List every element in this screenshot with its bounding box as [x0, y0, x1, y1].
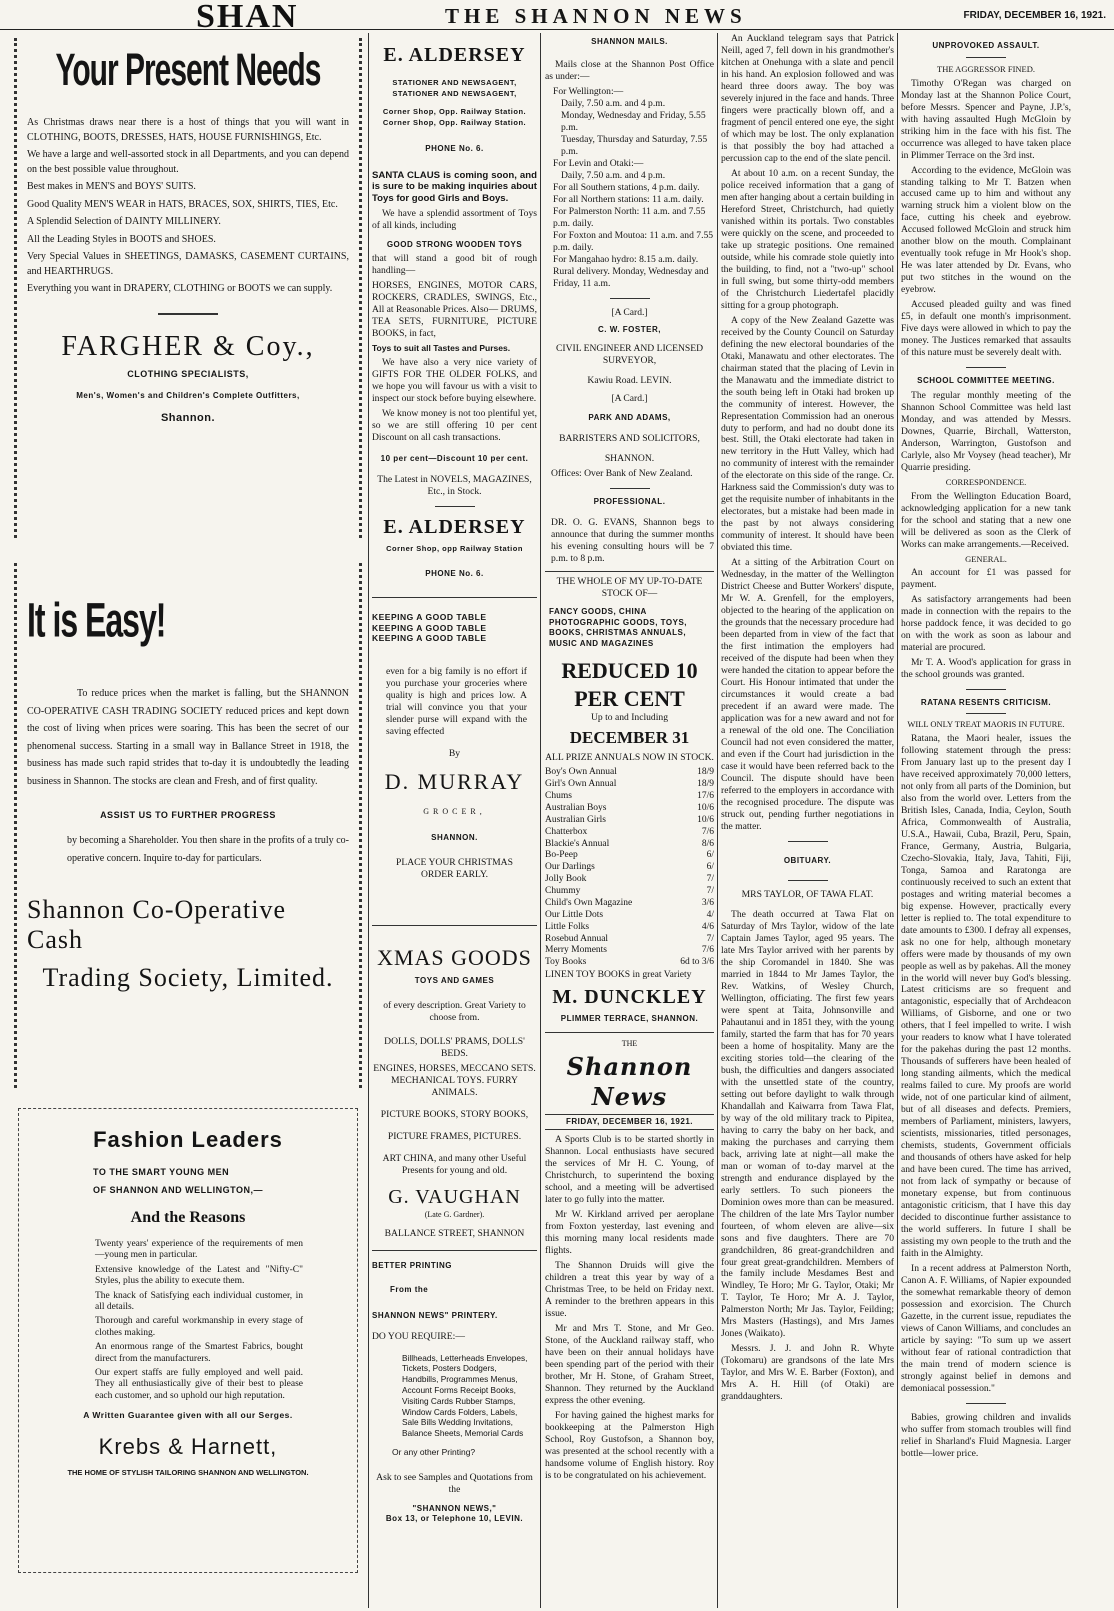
ad-paragraph: DOLLS, DOLLS' PRAMS, DOLLS' BEDS. [384, 1035, 525, 1059]
co-op-name: Shannon Co-Operative Cash [27, 895, 287, 954]
table-row [545, 910, 714, 922]
assist-heading: ASSIST US TO FURTHER PROGRESS [100, 810, 276, 820]
paper-date: FRIDAY, DECEMBER 16, 1921. [545, 1114, 714, 1130]
aldersey-phone: PHONE No. 6. [425, 143, 484, 153]
ad-paragraph: ENGINES, HORSES, MECCANO SETS. MECHANICAL TOYS. FURRY ANIMALS. [373, 1062, 536, 1098]
news-item: A copy of the New Zealand Gazette was received by the County Council on Saturday defining the new electoral boundaries of the Otaki, Manawatu and other electorates. The chairman stated that the placing of Levin in the Manawatu and the immediate district to the south being left in Otaki had broken up the community of interest. However, the Representation Commission had an onerous duty to perform, and had no doubt done its best. Still, the Otaki electorate had taken in new territory in the Hutt Valley, which had no community of interest with the remainder of the electorate on this side of the range. Cr. Harkness said the Commission's duty was to get the requisite number of inhabitants in the electorates, but a mistake had been made in the past by not always considering community of interest. It should have been obviated this time. [721, 314, 894, 554]
table-row [545, 874, 714, 886]
news-item: The regular monthly meeting of the Shannon School Committee was held last Monday, and was attended by Messrs. Downes, Quarrie, Birchall, Watterston, Anderson, Warrington, Gustofson and Carlyle, also Mr Voysey (head teacher), Mr Quarrie presiding. [901, 390, 1071, 474]
divider [610, 488, 650, 489]
article-subheading: GENERAL. [965, 553, 1007, 564]
book-price: 6/ [706, 850, 714, 861]
ad-paragraph: We have also a very nice variety of GIFTS FOR THE OLDER FOLKS, and we hope you will favour us with a visit to inspect our stock before buying elsewhere. [372, 356, 537, 404]
book-title: Child's Own Magazine [545, 897, 633, 908]
park-offices: Offices: Over Bank of New Zealand. [551, 467, 693, 479]
xmas-title: XMAS GOODS [377, 945, 532, 971]
aldersey-name: E. ALDERSEY [383, 44, 526, 66]
news-item: An account for £1 was passed for payment. [901, 567, 1071, 591]
book-price: 7/6 [701, 826, 714, 837]
book-price: 4/6 [701, 921, 714, 932]
column-2 [372, 33, 537, 1603]
table-row [545, 898, 714, 910]
fashion-title: Fashion Leaders [93, 1127, 283, 1152]
divider [966, 689, 1006, 690]
news-item: Mr T. A. Wood's application for grass in the school grounds was granted. [901, 657, 1071, 681]
divider [966, 1403, 1006, 1404]
ad-paragraph: by becoming a Shareholder. You then share in the profits of a truly co-operative concern. Inquire to-day for particulars. [67, 835, 349, 864]
mails-line: Monday, Wednesday and Friday, 5.55 p.m. [561, 109, 706, 133]
fargher-town: Shannon. [160, 411, 216, 424]
book-price: 6/ [706, 862, 714, 873]
article-heading: SCHOOL COMMITTEE MEETING. [917, 376, 1055, 386]
table-row [545, 791, 714, 803]
mails-line: Daily, 7.50 a.m. and 4 p.m. [561, 169, 666, 181]
news-item: As satisfactory arrangements had been made in connection with the repairs to the horse paddock fence, it was decided to go on with the work as soon as labour and material are procured. [901, 594, 1071, 654]
column-rule [897, 33, 898, 1608]
ad-paragraph: All the Leading Styles in BOOTS and SHOES. [27, 233, 216, 245]
ad-paragraph: SANTA CLAUS is coming soon, and is sure to be making inquiries about Toys for good Girls and Boys. [372, 169, 537, 205]
news-item: Mr W. Kirkland arrived per aeroplane from Foxton yesterday, last evening and this morning many local residents made flights. [545, 1209, 714, 1256]
list-item: Twenty years' experience of the requirements of men—young men in particular. [95, 1239, 303, 1261]
list-item: An enormous range of the Smartest Fabrics, bought direct from the manufacturers. [95, 1342, 303, 1364]
aldersey-addr: Corner Shop, Opp. Railway Station. [382, 106, 527, 116]
article-subheading: THE AGGRESSOR FINED. [937, 64, 1035, 74]
book-price: 7/ [706, 933, 714, 944]
divider [788, 841, 828, 842]
mails-line: Rural delivery. Monday, Wednesday and Friday, 11 a.m. [553, 265, 709, 289]
murray-grocer: GROCER, [423, 807, 486, 817]
table-row [545, 839, 714, 851]
ad-paragraph: As Christmas draws near there is a host of things that you will want in CLOTHING, BOOTS, DRESSES, HATS, HOUSE FURNISHINGS, Etc. [27, 117, 349, 143]
mails-line: Tuesday, Thursday and Saturday, 7.55 p.m. [561, 133, 708, 157]
ad-paragraph: Best makes in MEN'S and BOYS' SUITS. [27, 181, 196, 192]
news-item: Mr and Mrs T. Stone, and Mr Geo. Stone, of the Auckland railway staff, who have been on their annual holidays have been spending part of the period with their brother, Mr H. Stone, of Graham Street, Shannon. They returned by the Auckland express the other evening. [545, 1322, 714, 1406]
news-item: The Shannon Druids will give the children a treat this year by way of a Christmas Tree, to be held on Friday next. A reminder to the brethren appears in this issue. [545, 1259, 714, 1319]
ad-paragraph: Toys to suit all Tastes and Purses. [372, 343, 511, 354]
aldersey-phone: PHONE No. 6. [425, 569, 484, 579]
ad-paragraph: HORSES, ENGINES, MOTOR CARS, ROCKERS, CRADLES, SWINGS, Etc., All at Reasonable Prices. Also— DRUMS, TEA SETS, FURNITURE, PICTURE BOOKS, in fact, [372, 280, 537, 340]
column-4 [721, 33, 894, 1603]
ad-paragraph: of every description. Great Variety to choose from. [383, 999, 526, 1023]
news-item: Babies, growing children and invalids who suffer from stomach troubles will find relief in Sharland's Fluid Magnesia. Larger bottle—lower price. [901, 1411, 1071, 1459]
news-item: A Sports Club is to be started shortly in Shannon. Local enthusiasts have secured the services of Mr H. C. Young, of Christchurch, to superintend the boxing school, and a meeting will be advertised later to go fully into the matter. [545, 1134, 714, 1206]
present-needs-ad [14, 38, 362, 538]
masthead-date: FRIDAY, DECEMBER 16, 1921. [963, 10, 1106, 21]
column-rule [368, 33, 369, 1608]
mails-line: For Mangahao hydro: 8.15 a.m. daily. [553, 253, 699, 265]
ad-paragraph: even for a big family is no effort if you purchase your groceries where quality is high and prices low. A trial will convince you that your slender purse will expand with the saving effected [386, 666, 527, 737]
aldersey-addr: Corner Shop, opp Railway Station [386, 543, 523, 553]
printing-require: DO YOU REQUIRE:— [372, 1330, 465, 1342]
fashion-guarantee: A Written Guarantee given with all our Serges. [83, 1410, 293, 1421]
divider [966, 367, 1006, 368]
murray-name: D. MURRAY [384, 768, 525, 794]
book-title: Australian Boys [545, 802, 607, 813]
book-price: 4/ [706, 909, 714, 920]
book-price: 18/9 [697, 779, 714, 790]
foster-title: CIVIL ENGINEER AND LICENSED SURVEYOR, [556, 342, 703, 366]
printing-box: Box 13, or Telephone 10, LEVIN. [385, 1513, 524, 1523]
book-title: Chatterbox [545, 826, 588, 837]
aldersey-addr: Corner Shop, Opp. Railway Station. [382, 118, 527, 128]
linen-line: LINEN TOY BOOKS in great Variety [545, 969, 692, 981]
ad-paragraph: PICTURE FRAMES, PICTURES. [387, 1130, 522, 1142]
foster-name: C. W. FOSTER, [598, 324, 661, 334]
book-price: 17/6 [697, 791, 714, 802]
book-title: Chummy [545, 886, 581, 897]
book-price: 8/6 [701, 838, 714, 849]
book-price: 10/6 [697, 802, 714, 813]
printing-other: Or any other Printing? [392, 1446, 476, 1457]
reduced-heading: REDUCED 10 PER CENT [561, 658, 698, 711]
book-title: Little Folks [545, 921, 590, 932]
book-title: Girl's Own Annual [545, 779, 617, 790]
book-title: Jolly Book [545, 874, 587, 885]
dunckley-name: M. DUNCKLEY [552, 986, 707, 1009]
by-line: By [448, 747, 461, 759]
table-row [545, 934, 714, 946]
book-price: 3/6 [701, 897, 714, 908]
ad-paragraph: We know money is not too plentiful yet, so we are still offering 10 per cent Discount on all cash transactions. [372, 407, 537, 443]
divider [610, 298, 650, 299]
book-title: Toy Books [545, 957, 587, 968]
mails-intro: Mails close at the Shannon Post Office as under:— [545, 59, 714, 82]
evans-notice: DR. O. G. EVANS, Shannon begs to announce that during the summer months his evening consulting hours will be 7 p.m. to 8 p.m. [551, 516, 714, 564]
fashion-sub: TO THE SMART YOUNG MEN [93, 1167, 230, 1177]
table-row [545, 803, 714, 815]
professional-heading: PROFESSIONAL. [593, 496, 666, 506]
ad-heading: KEEPING A GOOD TABLE [372, 622, 487, 633]
book-price: 10/6 [697, 814, 714, 825]
divider [788, 880, 828, 881]
dec-line: DECEMBER 31 [569, 728, 690, 748]
table-row [545, 886, 714, 898]
book-title: Australian Girls [545, 814, 606, 825]
book-title: Boy's Own Annual [545, 767, 617, 778]
news-item: In a recent address at Palmerston North, Canon A. F. Williams, of Napier expounded the somewhat remarkable theory of demon possession and exorcision. The Church Gazette, in the current issue, repudiates the views of Canon Williams, and concludes an article by saying: "To sum up we assert without fear of rational contradiction that the main trend of modern science is strongly against belief in demons and demoniacal possession." [901, 1263, 1071, 1394]
news-item: According to the evidence, McGloin was standing talking to Mr T. Batzen when accused came up to him and without any warning struck him a violent blow on the face, cutting his cheek and eyebrow. Accused followed McGloin and struck him another blow on the mouth. Complainant eventually took refuge in Mr Hook's shop. He was later attended by Dr. Evans, who put two stitches in the wound on the eyebrow. [901, 164, 1071, 296]
list-item: Extensive knowledge of the Latest and "Nifty-C" Styles, plus the ability to execute them. [95, 1264, 303, 1287]
news-item: Messrs. J. J. and John R. Whyte (Tokomaru) are grandsons of the late Mrs Taylor, and Mrs W. E. Barber (Foxton), and Mrs A. H. Hill (of Otaki) are granddaughters. [721, 1343, 894, 1403]
vaughan-name: G. VAUGHAN [388, 1185, 521, 1208]
ad-paragraph: Good Quality MEN'S WEAR in HATS, BRACES, SOX, SHIRTS, TIES, Etc. [27, 198, 338, 210]
news-item: At about 10 a.m. on a recent Sunday, the police received information that a gang of men after hanging about a certain building in Hereford Street, Christchurch, had quietly vanished within its portals. Two constables were quickly on the scene, and proceeded to take up strategic positions. One remained outside, while his comrade stole quietly into the building, to find, not a "two-up" school in full swing, but some thirty-odd members of the Christchurch Liedertafel placidly sitting for a group photograph. [721, 167, 894, 311]
article-subheading: CORRESPONDENCE. [945, 477, 1027, 488]
printing-list: Billheads, Letterheads Envelopes, Tickets, Posters Dodgers, Handbills, Programmes Menus, Account Forms Receipt Books, Visiting Cards Rubber Stamps, Window Cards Folders, Labels, Sale Bills Wedding Invitations, Balance Sheets, Memorial Cards [402, 1352, 528, 1439]
news-item: Timothy O'Regan was charged on Monday last at the Shannon Police Court, before Messrs. Spencer and Payne, J.P.'s, with having assaulted Hugh McGloin by striking him in the face with his fist. The occurrence was alleged to have taken place in Plimmer Terrace on the 3rd inst. [901, 77, 1071, 161]
card-label: [A Card.] [611, 306, 648, 318]
ad-heading: KEEPING A GOOD TABLE [372, 612, 487, 623]
printing-printery: SHANNON NEWS" PRINTERY. [372, 1310, 498, 1320]
divider [966, 57, 1006, 58]
krebs-footer: THE HOME OF STYLISH TAILORING SHANNON AND WELLINGTON. [67, 1468, 309, 1478]
table-row [545, 827, 714, 839]
printing-heading: BETTER PRINTING [372, 1260, 452, 1270]
murray-town: SHANNON. [431, 833, 478, 843]
dunckley-addr: PLIMMER TERRACE, SHANNON. [560, 1014, 699, 1024]
annuals-line: ALL PRIZE ANNUALS NOW IN STOCK. [545, 752, 714, 764]
book-price: 6d to 3/6 [680, 957, 714, 968]
news-item: At a sitting of the Arbitration Court on Wednesday, in the matter of the Wellington District Cheese and Butter Workers' dispute, Mr W. A. Grenfell, for the employers, objected to the hearing of the application on the grounds that the necessary procedure had been departed from in view of the fact that the first intimation the employers had received of the dispute had been when they were handed the citation to appear before the Court. His Honour intimated that under the circumstances it would create a bad precedent if an award were made. The application was for a new award and not for a renewal of the old one. The Conciliation Council had not even considered the matter, and even if the Court had jurisdiction in the case it would have been referred back to the Council. The dispute should have been referred to the employers in accordance with the recognised procedure. The dispute was struck out, pending further negotiations in the matter. [721, 557, 894, 832]
upto-line: Up to and Including [590, 712, 668, 724]
mails-line: For all Northern stations: 11 a.m. daily. [553, 193, 704, 205]
news-item: Accused pleaded guilty and was fined £5, in default one month's imprisonment. Five days were allowed in which to pay the money. The Justices remarked that assaults of this nature must be severely dealt with. [901, 299, 1071, 359]
paper-title: Shannon News [566, 1052, 693, 1112]
aldersey-sub: STATIONER AND NEWSAGENT, [392, 89, 517, 99]
book-title: Our Darlings [545, 862, 595, 873]
ad-paragraph: PLACE YOUR CHRISTMAS ORDER EARLY. [396, 857, 513, 881]
book-title: Blackie's Annual [545, 838, 610, 849]
stock-list: FANCY GOODS, CHINA PHOTOGRAPHIC GOODS, TOYS, BOOKS, CHRISTMAS ANNUALS, MUSIC AND MAGAZINES [549, 607, 687, 648]
ad-paragraph: We have a large and well-assorted stock in all Departments, and you can depend on the best possible value throughout. [27, 149, 349, 175]
news-item: For having gained the highest marks for bookkeeping at the Palmerston High School, Roy Gustofson, a Shannon boy, was presented at the school recently with a handsome volume of English history. Roy is to be congratulated on his achievement. [545, 1409, 714, 1481]
masthead-logo: SHAN [196, 2, 299, 30]
book-title: Merry Moments [545, 945, 608, 956]
fargher-line: Men's, Women's and Children's Complete Outfitters, [76, 390, 300, 400]
krebs-name: Krebs & Harnett, [98, 1434, 278, 1460]
fargher-name: FARGHER & Coy., [61, 330, 315, 362]
park-name: PARK AND ADAMS, [588, 412, 671, 422]
article-heading: UNPROVOKED ASSAULT. [932, 41, 1040, 50]
mails-line: For Palmerston North: 11 a.m. and 7.55 p.m. daily. [553, 205, 706, 229]
mails-line: For Wellington:— [553, 85, 624, 97]
book-price: 7/ [706, 886, 714, 897]
vaughan-late: (Late G. Gardner). [424, 1209, 485, 1219]
fashion-ad [18, 1108, 358, 1573]
park-title: BARRISTERS AND SOLICITORS, [559, 432, 700, 444]
table-row [545, 862, 714, 874]
divider [966, 713, 1006, 714]
card-label: [A Card.] [611, 392, 648, 404]
ad-paragraph: The Latest in NOVELS, MAGAZINES, Etc., in Stock. [377, 473, 532, 497]
foster-addr: Kawiu Road. LEVIN. [587, 374, 672, 386]
news-item: From the Wellington Education Board, acknowledging application for a new tank for the school and stating that a new one will be delivered as soon as the Clerk of Works can make arrangements.—Received. [901, 490, 1071, 550]
article-subheading: WILL ONLY TREAT MAORIS IN FUTURE. [907, 719, 1065, 730]
ad-paragraph: We have a splendid assortment of Toys of all kinds, including [372, 208, 537, 232]
ad-paragraph: To reduce prices when the market is falling, but the SHANNON CO-OPERATIVE CASH TRADING SOCIETY reduced prices and kept down the cost of living when prices were soaring. This has been the secret of our phenomenal success. Starting in a small way in Ballance Street in 1918, the business has made such rapid strides that to-day it is undoubtedly the leading business in Shannon. The stocks are clean and Fresh, and of first quality. [27, 688, 349, 787]
ad-heading: KEEPING A GOOD TABLE [372, 633, 487, 644]
park-town: SHANNON. [604, 452, 655, 464]
column-3 [545, 33, 714, 1603]
list-item: Our expert staffs are fully employed and well paid. They all enthusiastically give of their best to please each customer, and so uphold our high reputation. [95, 1367, 303, 1401]
ad-paragraph: that will stand a good bit of rough handling— [372, 253, 537, 277]
ad-paragraph: ART CHINA, and many other Useful Presents for young and old. [382, 1152, 527, 1176]
table-row [545, 922, 714, 934]
ad-paragraph: Very Special Values in SHEETINGS, DAMASKS, CASEMENT CURTAINS, and HEARTHRUGS. [27, 251, 349, 277]
co-op-ad [14, 563, 362, 1088]
table-row [545, 779, 714, 791]
printing-from: From the [390, 1284, 429, 1294]
paper-the: THE [621, 1039, 638, 1049]
discount-line: 10 per cent—Discount 10 per cent. [380, 453, 529, 463]
xmas-sub: TOYS AND GAMES [414, 975, 495, 985]
column-rule [540, 33, 541, 1608]
masthead [0, 0, 1114, 30]
list-item: Thorough and careful workmanship in every stage of clothes making. [95, 1316, 303, 1338]
printing-ask: Ask to see Samples and Quotations from the [376, 1471, 533, 1495]
book-price: 7/ [706, 874, 714, 885]
article-heading: RATANA RESENTS CRITICISM. [920, 698, 1052, 708]
fargher-line: CLOTHING SPECIALISTS, [127, 368, 249, 379]
present-needs-title: Your Present Needs [55, 46, 321, 96]
mails-heading: SHANNON MAILS. [591, 37, 668, 46]
masthead-title: THE SHANNON NEWS [445, 4, 747, 28]
mails-line: For Foxton and Moutoa: 11 a.m. and 7.55 p.m. daily. [553, 229, 714, 253]
mails-line: For all Southern stations, 4 p.m. daily. [553, 181, 700, 193]
book-price: 18/9 [697, 767, 714, 778]
fashion-reasons: And the Reasons [130, 1209, 246, 1226]
column-5 [901, 33, 1071, 1603]
ad-paragraph: Everything you want in DRAPERY, CLOTHING or BOOTS we can supply. [27, 283, 333, 294]
ad-paragraph: A Splendid Selection of DAINTY MILLINERY. [27, 216, 221, 227]
ad-heading: GOOD STRONG WOODEN TOYS [386, 240, 523, 250]
vaughan-street: BALLANCE STREET, SHANNON [384, 1227, 525, 1239]
news-item: Ratana, the Maori healer, issues the following statement through the press: From January last up to the present day I have received approximately 70,000 letters, not only from all parts of the Dominion, but also from the world over. Letters from the British Isles, Canada, India, Ceylon, South Africa, Commonwealth of Australia, U.S.A., Hawaii, Cuba, Brazil, Peru, Spain, France, Germany, Austria, Bulgaria, Czecho-Slovakia, Italy, Java, Tahiti, Fiji, Tonga, Samoa and Raratonga are continuously received to such an extent that postages and writing material becomes a big expense. However, practically every letter is replied to. The total expenditure to date amounts to £300. I defray all expenses, ask no one for help, although monetary offers were made by thousands of my own people as well as by pakehas. All the money in the world will never buy God's blessing. Latest criticisms are so frequent and antagonistic, especially that of Archdeacon Williams, of Gisborne, and one or two others, that I feel impelled to write. I wish your readers to know what I have tolerated for the pakehas during the past 12 months. Thousands of sufferers have been healed of long standing ailments, which the medical realms failed to cure. My proofs are world wide, not of one particular kind of ailment, but of all diseases and defects. Premiers, members of Parliament, ministers, lawyers, scientists, missionaries, titled personages, chemists, students, Government officials and thousands of others have asked for help and have been cured. The time has arrived, not from lack of sympathy or because of monetary expense, but from continuous antagonistic criticism, that I have this day decided to discontinue further assistance to the world sufferers. In future I shall be assisting my own people to the truth and the faith in the Almighty. [901, 732, 1071, 1260]
printing-paper: "SHANNON NEWS," [412, 1503, 497, 1513]
table-row [545, 815, 714, 827]
book-price: 7/6 [701, 945, 714, 956]
news-item: An Auckland telegram says that Patrick Neill, aged 7, fell down in his grandmother's kitchen at Onehunga with a slate and pencil in his hand. An explosion followed and was heard three doors away. The boy was severely injured in the face and hands. Three fingers were practically blown off, and a fragment of pencil entered one eye, the sight of which may be lost. The only explanation is that possibly the boy had attached a percussion cap to the end of the slate pencil. [721, 33, 894, 164]
obituary-heading: OBITUARY. [783, 855, 832, 865]
table-row [545, 945, 714, 957]
stock-line: THE WHOLE OF MY UP-TO-DATE STOCK OF— [556, 575, 703, 599]
mails-line: Daily, 7.50 a.m. and 4 p.m. [561, 97, 666, 109]
book-title: Bo-Peep [545, 850, 578, 861]
aldersey-sub: STATIONER AND NEWSAGENT, [392, 78, 517, 87]
co-op-name: Trading Society, Limited. [42, 963, 334, 992]
book-title: Chums [545, 791, 572, 802]
book-title: Our Little Dots [545, 909, 604, 920]
column-rule [717, 33, 718, 1608]
book-price-table [545, 767, 714, 969]
list-item: The knack of Satisfying each individual customer, in all details. [95, 1290, 303, 1312]
easy-title: It is Easy! [27, 593, 166, 647]
table-row [545, 957, 714, 969]
table-row [545, 850, 714, 862]
mails-line: For Levin and Otaki:— [553, 157, 644, 169]
fashion-sub: OF SHANNON AND WELLINGTON,— [93, 1185, 263, 1195]
table-row [545, 767, 714, 779]
obituary-subheading: MRS TAYLOR, OF TAWA FLAT. [741, 888, 874, 900]
divider [158, 313, 218, 315]
book-title: Rosebud Annual [545, 933, 609, 944]
aldersey-name: E. ALDERSEY [383, 515, 526, 538]
ad-paragraph: PICTURE BOOKS, STORY BOOKS, [380, 1108, 529, 1120]
divider [435, 506, 475, 507]
news-item: The death occurred at Tawa Flat on Saturday of Mrs Taylor, widow of the late Captain James Taylor, aged 95 years. The late Mrs Taylor arrived with her parents by the ship Coromandel in 1840. She was married in 1844 to Mr James Taylor, the Rev. Watkins, of Wesley Church, Wellington, officiating. The first few years were spent at Taita, Johnsonville and Pahautanui and in 1851 they, with the young family, started the farm that has for 70 years been a home of hospitality. Many are the exciting stories told—the clearing of the bush, the difficulties and dangers associated with the unsettled state of the country, setting out before daylight to walk through Khandallah and Kaiwarra from Tawa Flat, by way of the old military track to Pipitea, having to carry the baby on her back, and making the purchases and carrying them back, arriving late at night—all make the man or woman of to-day marvel at the strength and endurance displayed by the early settlers. To such pioneers the Dominion owes more than can be measured. The children of the late Mrs Taylor number fourteen, of whom eleven are alive—six sons and five daughters. There are 70 grandchildren, 86 great-grandchildren and four great great-grandchildren. Members of the family include Mesdames Best and Windley, Te Horo; Mr G. Taylor, Otaki; Mr T. Taylor, Te Horo; Mr A. J. Taylor, Palmerston North; Mr Jas. Taylor, Feilding; Mrs Masters (Hastings), and Mrs James Jones (Waikato). [721, 908, 894, 1340]
